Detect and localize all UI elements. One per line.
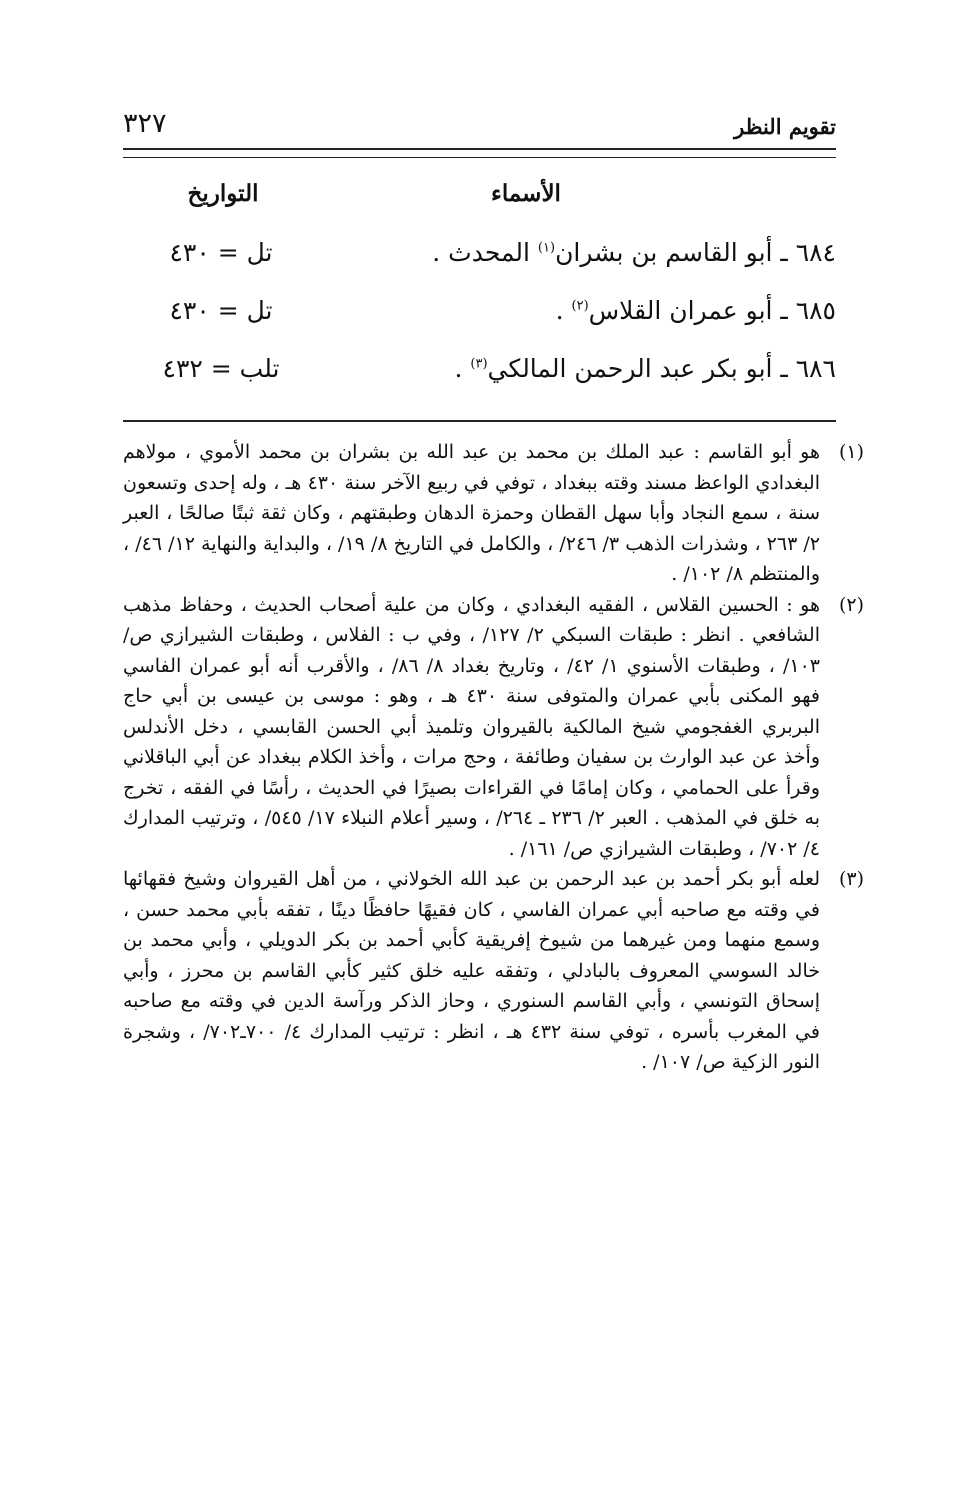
table-row <box>123 238 836 296</box>
running-header <box>123 108 836 148</box>
footnotes <box>123 437 864 1078</box>
entry-name <box>276 354 836 383</box>
footnote-separator <box>123 420 836 422</box>
column-header-dates: التواريخ <box>187 180 259 207</box>
footnote-text: هو : الحسين القلاس ، الفقيه البغدادي ، وكان من علية أصحاب الحديث ، وحفاظ مذهب الشافعي . انظر : طبقات السبكي ٢/ ١٢٧/ ، وفي ب : الفلاس ، وطبقات الشيرازي ص/ ١٠٣/ ، وطبقات الأسنوي ١/ ٤٢/ ، وتاريخ بغداد ٨/ ٨٦/ ، والأقرب أنه أبو عمران الفاسي فهو المكنى بأبي عمران والمتوفى سنة ٤٣٠ هـ ، وهو : موسى بن عيسى بن أبي حاج البربري الغفجومي شيخ المالكية بالقيروان وتلميذ أبي الحسن القابسي ، دخل الأندلس وأخذ عن عبد الوارث بن سفيان وطائفة ، وحج مرات ، وأخذ الكلام ببغداد عن أبي الباقلاني وقرأ على الحمامي ، وكان إمامًا في القراءات بصيرًا في الحديث ، رأسًا في الفقه ، تخرج به خلق في المذهب . العبر ٢/ ٢٣٦ ـ ٢٦٤/ ، وسير أعلام النبلاء ١٧/ ٥٤٥/ ، وترتيب المدارك ٤/ ٧٠٢/ ، وطبقات الشيرازي ص/ ١٦١/ . <box>123 593 820 860</box>
footnote-mark: (٢) <box>838 593 864 616</box>
table-row <box>123 296 836 354</box>
entry-date: تل = ٤٣٠ <box>169 296 273 325</box>
page-number: ٣٢٧ <box>123 108 167 139</box>
entry-date: تل = ٤٣٠ <box>169 238 273 267</box>
footnote-mark: (٣) <box>838 868 864 890</box>
footnote-mark: (١) <box>838 441 864 463</box>
entry-name <box>276 296 836 325</box>
footnote-ref[interactable]: (٣) <box>470 356 488 372</box>
entry-name <box>276 238 836 267</box>
names-dates-table <box>123 180 836 412</box>
entry-tail: . <box>454 354 471 383</box>
table-row <box>123 354 836 412</box>
footnote <box>123 437 864 590</box>
header-title: تقويم النظر <box>734 114 836 139</box>
footnote-ref[interactable]: (١) <box>537 240 556 256</box>
footnote <box>123 864 864 1078</box>
footnote-ref[interactable]: (٢) <box>571 298 589 314</box>
entry-tail: المحدث . <box>432 238 538 267</box>
header-rule <box>123 148 836 158</box>
footnote-text: لعله أبو بكر أحمد بن عبد الرحمن بن عبد الله الخولاني ، من أهل القيروان وشيخ فقهائها في وقته مع صاحبه أبي عمران الفاسي ، كان فقيهًا حافظًا دينًا ، تفقه بأبي محمد حسن ، وسمع منهما ومن غيرهما من شيوخ إفريقية كأبي أحمد بن بكر الدويلي ، وأبي محمد بن خالد السوسي المعروف بالبادلي ، وتفقه عليه خلق كثير كأبي القاسم بن محرز ، وأبي إسحاق التونسي ، وأبي القاسم السنوري ، وحاز الذكر ورآسة الدين في وقته مع صاحبه في المغرب بأسره ، توفي سنة ٤٣٢ هـ ، انظر : ترتيب المدارك ٤/ ٧٠٠ـ٧٠٢/ ، وشجرة النور الزكية ص/ ١٠٧/ . <box>123 868 820 1073</box>
entry-date: تلب = ٤٣٢ <box>162 354 280 383</box>
table-header <box>123 180 836 238</box>
entry-tail: . <box>555 296 572 325</box>
footnote-text: هو أبو القاسم : عبد الملك بن محمد بن عبد الله بن بشران بن محمد الأموي ، مولاهم البغدادي الواعظ مسند وقته ببغداد ، توفي في ربيع الآخر سنة ٤٣٠ هـ ، وله إحدى وتسعون سنة ، سمع النجاد وأبا سهل القطان وحمزة الدهان وطبقتهم ، وكان ثقة ثبتًا صالحًا ، العبر ٢/ ٢٦٣ ، وشذرات الذهب ٣/ ٢٤٦/ ، والكامل في التاريخ ٨/ ١٩/ ، والبداية والنهاية ١٢/ ٤٦/ ، والمنتظم ٨/ ١٠٢/ . <box>123 441 820 585</box>
entry-text: ٦٨٥ ـ أبو عمران القلاس <box>588 296 836 325</box>
entry-text: ٦٨٦ ـ أبو بكر عبد الرحمن المالكي <box>487 354 836 383</box>
column-header-names: الأسماء <box>491 180 561 207</box>
entry-text: ٦٨٤ ـ أبو القاسم بن بشران <box>555 238 836 267</box>
footnote <box>123 590 864 865</box>
